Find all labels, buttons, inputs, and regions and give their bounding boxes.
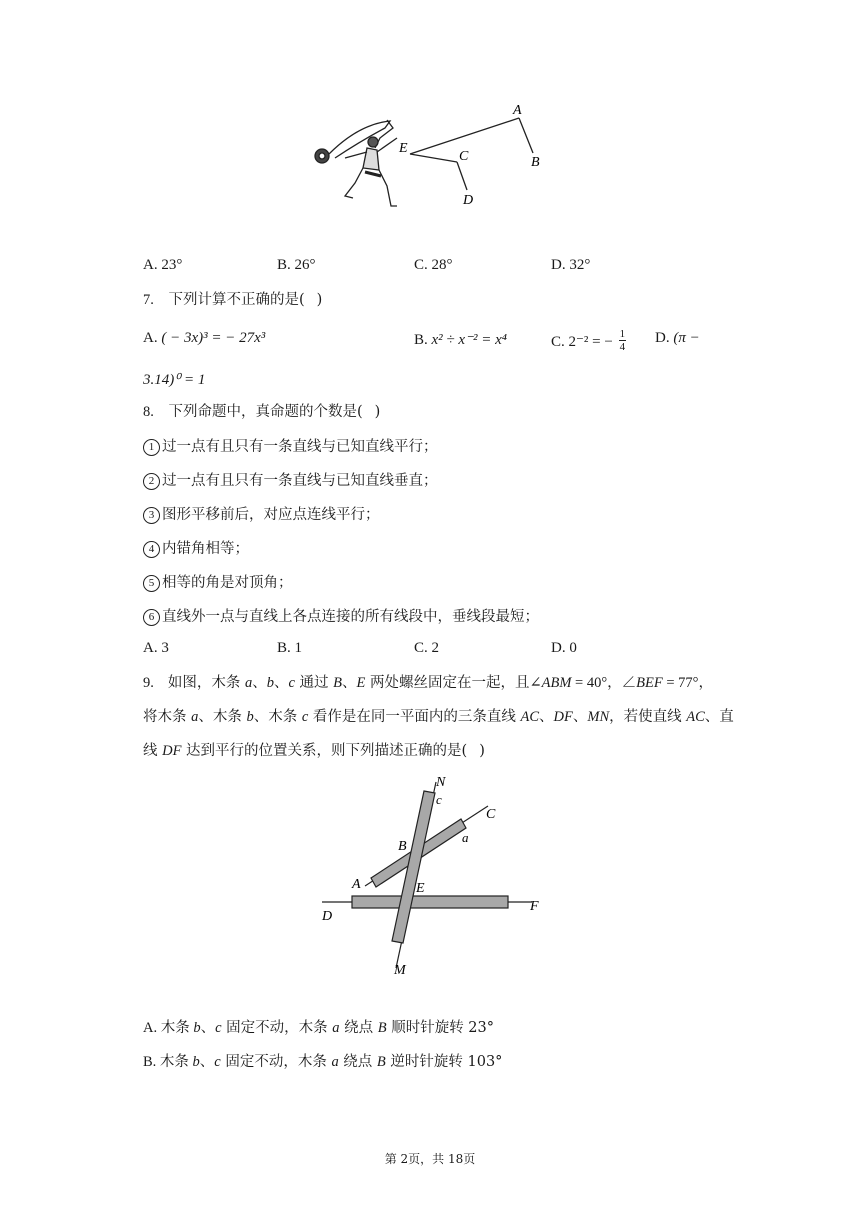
q8-item-4-text: 内错角相等； [162,541,249,557]
person-illustration [315,120,397,206]
q9-text: ) [479,743,485,759]
q9-text: 、 [273,675,289,691]
q6-option-c: C. 28° [414,257,453,273]
q8-item-3-text: 图形平移前后，对应点连线平行； [162,507,380,523]
q8-stem [143,402,380,422]
q8-item-4 [143,539,249,559]
q9-option-b [143,1052,502,1072]
q9-text: 、 [342,675,357,691]
q7-option-d-expr-part1: (π − [673,330,700,346]
q7-option-a-prefix: A. [143,330,162,346]
q9-line-1 [143,673,713,693]
q9-text: 将木条 [143,709,192,725]
q8-option-d: D. 0 [551,640,577,656]
q9-var: b [193,1020,201,1036]
q9-text: A. 木条 [143,1020,194,1036]
q9-var: a [244,675,253,691]
q9-var: B [333,675,342,691]
q9-var: B [376,1054,386,1070]
circled-number-1: 1 [143,439,160,456]
q9-var: AC [520,709,540,725]
q8-item-5-text: 相等的角是对顶角； [162,575,293,591]
q8-option-c: C. 2 [414,640,440,656]
q9-text: ，若使直线 [609,709,687,725]
q7-option-d-continued [143,370,205,389]
label-M: M [394,963,406,978]
q7-stem-close: ) [316,292,323,308]
label-A: A [513,103,522,118]
q9-text: 绕点 [338,1054,377,1070]
q9-option-a [143,1018,494,1038]
q8-stem-text: 下列命题中，真命题的个数是( [168,404,363,420]
q7-stem-text: 下列计算不正确的是( [168,292,305,308]
q9-var: a [191,709,199,725]
q9-var: BEF [636,675,663,691]
q9-text: 、 [252,675,267,691]
q7-option-a [143,330,265,347]
figure-wood-strips [310,770,560,980]
q9-text: 固定不动，木条 [220,1054,332,1070]
q6-option-b: B. 26° [277,257,316,273]
q8-item-6 [143,607,539,627]
figure-kite-angles [305,98,555,218]
fraction-numerator: 1 [619,328,626,340]
line-CD [457,162,467,190]
q6-option-d: D. 32° [551,257,591,273]
page-footer: 第 2页，共 18页 [384,1152,476,1166]
q9-text: 看作是在同一平面内的三条直线 [308,709,521,725]
q9-text: 通过 [294,675,334,691]
q9-var: c [214,1054,221,1070]
line-EC [410,154,457,162]
label-D: D [322,909,333,924]
q9-text: 、 [199,1054,215,1070]
q9-text: 、直 [704,709,734,725]
q9-var: c [301,709,309,725]
q7-option-d [655,330,700,347]
q9-text: = 40°，∠ [571,675,637,691]
q7-option-a-expr: ( − 3x)³ = − 27x³ [161,330,266,346]
label-C: C [486,807,496,822]
q8-number: 8. [143,404,154,420]
q9-var: a [332,1020,340,1036]
label-a: a [462,830,469,845]
q9-text: 、 [200,1020,216,1036]
q7-option-d-expr-part2: 3.14)⁰ = 1 [143,372,206,388]
label-E: E [416,881,425,896]
q8-item-5 [143,573,293,593]
circled-number-6: 6 [143,609,160,626]
q9-text: 两处螺丝固定在一起，且∠ [365,675,542,691]
q9-var: c [215,1020,222,1036]
label-F: F [530,899,539,914]
label-E: E [399,141,408,156]
q9-var: b [192,1054,200,1070]
q9-var: b [246,709,254,725]
q8-item-3 [143,505,380,525]
q9-number: 9. [143,675,154,691]
line-AB [519,118,533,153]
q9-var: E [356,675,366,691]
q9-text: 绕点 [339,1020,378,1036]
q9-var: DF [162,743,182,759]
label-N: N [436,775,446,790]
q9-text: B. 木条 [143,1054,193,1070]
q8-item-1 [143,437,438,457]
q8-item-2 [143,471,438,491]
q7-option-d-prefix: D. [655,330,674,346]
q9-text: 、木条 [198,709,247,725]
q9-line-3 [143,741,485,761]
q9-var: ABM [541,675,572,691]
q7-option-b-expr: x² ÷ x⁻² = x⁴ [431,332,507,348]
q9-var: a [331,1054,339,1070]
q6-option-a: A. 23° [143,257,183,273]
strip-b [352,896,508,908]
q8-item-2-text: 过一点有且只有一条直线与已知直线垂直； [162,473,438,489]
q9-var: B [377,1020,387,1036]
circled-number-2: 2 [143,473,160,490]
q9-var: c [288,675,295,691]
q7-option-b-prefix: B. [414,332,432,348]
q9-line-2 [143,707,734,727]
label-D: D [463,193,474,208]
q9-text: 达到平行的位置关系，则下列描述正确的是( [181,743,468,759]
q8-item-6-text: 直线外一点与直线上各点连接的所有线段中，垂线段最短； [162,609,539,625]
q7-number: 7. [143,292,154,308]
q9-text: 固定不动，木条 [221,1020,333,1036]
q7-option-b [414,330,507,349]
q7-stem [143,290,322,310]
q9-text: 线 [143,743,163,759]
q9-text: 逆时针旋转 103° [385,1054,503,1070]
q9-text: 、 [539,709,554,725]
q8-item-1-text: 过一点有且只有一条直线与已知直线平行； [162,439,438,455]
q7-option-c-expr: 2⁻² = − [568,333,613,350]
q7-option-c-prefix: C. [551,333,569,350]
q9-var: AC [686,709,705,725]
q8-stem-close: ) [374,404,381,420]
q7-option-c-fraction [619,328,627,353]
label-B: B [531,155,540,170]
q9-var: MN [587,709,610,725]
label-A: A [352,877,361,892]
q9-text: = 77°， [662,675,713,691]
circled-number-3: 3 [143,507,160,524]
q9-var: b [266,675,274,691]
q9-text: 如图，木条 [167,675,245,691]
fraction-denominator: 4 [619,341,626,353]
label-C: C [459,149,469,164]
q8-option-a: A. 3 [143,640,169,656]
circled-number-4: 4 [143,541,160,558]
q9-text: 、木条 [253,709,302,725]
q8-option-b: B. 1 [277,640,303,656]
q9-var: DF [553,709,573,725]
label-B: B [398,839,407,854]
q9-text: 、 [572,709,588,725]
q9-text: 顺时针旋转 23° [386,1020,495,1036]
circled-number-5: 5 [143,575,160,592]
q7-option-c [551,330,626,355]
label-c: c [436,792,442,807]
